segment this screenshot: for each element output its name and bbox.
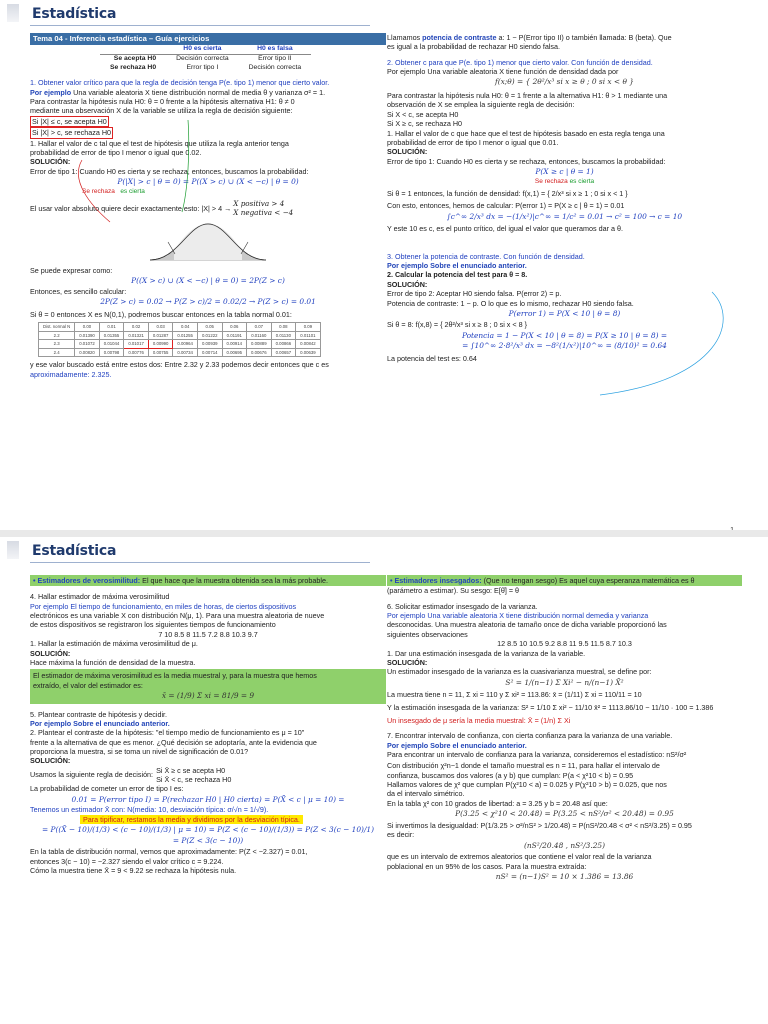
chi-square-equation: P(3.25 < χ²10 < 20.48) = P(3.25 < nS²/σ² < 20.48) = 0.95 xyxy=(455,809,674,819)
normal-table-cell: 0.00695 xyxy=(222,348,247,357)
normal-table-cell: 0.01222 xyxy=(197,331,222,340)
rule-reject: Si X̄ < c, se rechaza H0 xyxy=(156,775,232,785)
normal-table-cell: 0.00889 xyxy=(247,340,272,349)
q1-example-label: Por ejemplo xyxy=(30,87,72,97)
q7-example: Por ejemplo Sobre el enunciado anterior. xyxy=(387,740,527,750)
integral-equation: ∫c^∞ 2/x³ dx = −(1/x²)|c^∞ = 1/c² = 0.01 → c² = 100 → c = 10 xyxy=(446,211,683,221)
abs-negative: X negativa < −4 xyxy=(233,208,294,218)
normal-table-cell: 0.00776 xyxy=(124,348,149,357)
abs-value-text: El usar valor absoluto quiere decir exactamente esto: |X| > 4 → xyxy=(30,203,232,213)
normal-table-head: 0.07 xyxy=(247,323,272,332)
normal-table-cell: 0.00657 xyxy=(271,348,296,357)
q1-heading: 1. Obtener valor crítico para que la regla de decisión tenga P(e. tipo 1) menor que cierto valor. xyxy=(30,78,330,88)
solution-label: SOLUCIÓN: xyxy=(387,279,428,289)
q4-example: Por ejemplo El tiempo de funcionamiento, en miles de horas, de ciertos dispositivos xyxy=(30,601,297,611)
q6-sub-1: 1. Dar una estimación insesgada de la varianza de la variable. xyxy=(387,648,586,658)
label-es-cierta: es cierta xyxy=(569,177,595,185)
table-row-head: Se acepta H0 xyxy=(100,54,166,63)
table-line-2: entonces 3(c − 10) = −2.327 siendo el valor crítico c = 9.224. xyxy=(30,856,224,866)
ns2-value: nS² = (n−1)S² = 10 × 1.386 = 13.86 xyxy=(495,871,634,881)
power-definition: Potencia de contraste: 1 − p. O lo que es lo mismo, rechazar H0 siendo falsa. xyxy=(387,298,634,308)
normal-table-cell: 0.00676 xyxy=(247,348,272,357)
left-column xyxy=(30,575,386,1020)
rule-reject: Si |X| > c, se rechaza H0 xyxy=(32,128,112,138)
solution-label: SOLUCIÓN: xyxy=(387,147,428,157)
sample-summary: La muestra tiene n = 11, Σ xi = 110 y Σ xi² = 113.86: x̄ = (1/11) Σ xi = 110/11 = 10 xyxy=(387,690,642,700)
equation-3: 2P(Z > c) = 0.02 → P(Z > c)/2 = 0.02/2 → P(Z > c) = 0.01 xyxy=(100,297,316,307)
table-cell: Decisión correcta xyxy=(166,54,239,63)
equation-r1: P(X ≥ c | θ = 1) xyxy=(535,166,594,176)
normal-table-cell: 0.00939 xyxy=(197,340,222,349)
q7-line-5: da el intervalo simétrico. xyxy=(387,789,465,799)
q4-example-3: de estos dispositivos se registraron los siguientes tiempos de funcionamiento xyxy=(30,620,276,630)
q7-line-2: Con distribución χ²n−1 donde el tamaño muestral es n = 11, para hallar el intervalo de xyxy=(387,761,660,771)
power-equation: Potencia = 1 − P(X < 10 | θ = 8) = P(X ≥ 10 | θ = 8) = xyxy=(461,330,668,340)
rule-accept: Si |X| ≤ c, se acepta H0 xyxy=(32,116,107,126)
header-rule xyxy=(30,562,370,563)
brand-title: Estadística xyxy=(32,6,117,22)
table-row-head: Se rechaza H0 xyxy=(110,63,157,71)
result-line: Y este 10 es c, es el punto crítico, del igual el valor que queramos dar a θ. xyxy=(387,224,623,234)
sample-mean-equation: x̄ = (1/9) Σ xi = 81/9 = 9 xyxy=(161,690,255,700)
normal-table-cell: 0.00714 xyxy=(197,348,222,357)
q1-sub-1: 1. Hallar el valor de c tal que el test de hipótesis que utiliza la regla anterior tenga xyxy=(30,138,289,148)
conclusion-line-2: poblacional en un 95% de los casos. Para la muestra extraída: xyxy=(387,861,587,871)
q2-sub-1b: probabilidad de error de tipo I menor o igual que 0.01. xyxy=(387,137,559,147)
normal-table-cell: 0.00820 xyxy=(75,348,100,357)
normal-table-cell: 0.01255 xyxy=(173,331,198,340)
q7-line-1: Para encontrar un intervalo de confianza para la varianza, consideremos el estadístico: nS²/σ² xyxy=(387,750,687,760)
power-intro-a: Llamamos xyxy=(387,33,423,42)
normal-table-cell: 0.01130 xyxy=(271,331,296,340)
q2-rule-2: Si X ≥ c, se rechaza H0 xyxy=(387,119,463,129)
q5-sub-2: 2. Plantear el contraste de la hipótesis: "el tiempo medio de funcionamiento es μ = 10" xyxy=(30,728,305,738)
normal-table-cell: 2.3 xyxy=(39,340,75,349)
normal-table-cell: 0.00798 xyxy=(99,348,124,357)
normal-table-head: 0.01 xyxy=(99,323,124,332)
q6-example-2: desconocidas. Una muestra aleatoria de tamaño once de dicha variable proporcionó las xyxy=(387,620,667,630)
q4-example-2: electrónicos es una variable X con distribución N(μ, 1). Para una muestra aleatoria de nueve xyxy=(30,611,325,621)
q7-line-6: En la tabla χ² con 10 grados de libertad: a = 3.25 y b = 20.48 así que: xyxy=(387,798,608,808)
mle-title: • Estimadores de verosimilitud: xyxy=(33,576,141,585)
conclusion-line: Cómo la muestra tiene X̄ = 9 < 9.22 se rechaza la hipótesis nula. xyxy=(30,866,237,876)
unbiased-mean: Un insesgado de μ sería la media muestral: X̄ = (1/n) Σ Xi xyxy=(387,715,571,725)
normal-table-cell: 0.00990 xyxy=(148,340,173,349)
green-arrow xyxy=(182,120,189,212)
table-cell: Decisión correcta xyxy=(248,63,302,71)
rule-accept: Si X̄ ≥ c se acepta H0 xyxy=(156,765,226,775)
normal-table-head: 0.05 xyxy=(197,323,222,332)
mle-explanation: Hace máxima la función de densidad de la muestra. xyxy=(30,657,196,667)
brand-title: Estadística xyxy=(32,543,117,559)
sample-values: 12 8.5 10 10.5 9.2 8.8 11 9.5 11.5 8.7 10.3 xyxy=(497,639,632,649)
equation-1: P(|X| > c | θ = 0) = P((X > c) ∪ (X < −c) | θ = 0) xyxy=(117,176,299,186)
normal-table-head: 0.00 xyxy=(75,323,100,332)
logo-icon xyxy=(7,541,19,559)
normal-table-cell: 0.01321 xyxy=(124,331,149,340)
error-type-1-line: Error de tipo 1: Cuando H0 es cierta y se rechaza, entonces, buscamos la probabilidad: xyxy=(387,156,666,166)
approx-line: aproximadamente: 2.325. xyxy=(30,369,112,379)
mle-result-box xyxy=(30,669,386,703)
q5-example: Por ejemplo Sobre el enunciado anterior. xyxy=(30,718,170,728)
normal-table-cell: 0.01287 xyxy=(148,331,173,340)
between-line: y ese valor buscado está entre estos dos: Entre 2.32 y 2.33 podemos decir entonces que c es xyxy=(30,360,329,370)
normal-table-cell: 0.01072 xyxy=(75,340,100,349)
normal-table-cell: 0.00914 xyxy=(222,340,247,349)
density-function: f(x;θ) = { 2θ²/x³ si x ≥ θ ; 0 si x < θ } xyxy=(495,77,634,87)
equation-standardize-2: = P(Z < 3(c − 10)) xyxy=(172,835,244,845)
normal-table-cell: 0.01191 xyxy=(222,331,247,340)
normal-table-cell: 0.00964 xyxy=(173,340,198,349)
q7-heading: 7. Encontrar intervalo de confianza, con cierta confianza para la varianza de una variable. xyxy=(387,731,673,741)
density-theta-1: Si θ = 1 entonces, la función de densidad: f(x,1) = { 2/x³ si x ≥ 1 ; 0 si x < 1 } xyxy=(387,189,628,198)
normal-table-cell: 0.01390 xyxy=(75,331,100,340)
equation-2: P((X > c) ∪ (X < −c) | θ = 0) = 2P(Z > c) xyxy=(131,276,285,286)
sample-values: 7 10 8.5 8 11.5 7.2 8.8 10.3 9.7 xyxy=(158,629,258,639)
table-cell: Error tipo I xyxy=(186,63,219,71)
normal-table-cell: 0.01160 xyxy=(247,331,272,340)
normal-table-cell: 0.00866 xyxy=(271,340,296,349)
q1-sub-1b: probabilidad de error de tipo I menor o igual que 0.02. xyxy=(30,147,202,157)
section-title-bar: Tema 04 - Inferencia estadística – Guía ejercicios xyxy=(30,33,386,45)
quasi-variance-formula: S² = 1/(n−1) Σ Xi² − n/(n−1) X̄² xyxy=(505,677,624,687)
q7-line-3: confianza, buscamos dos valores (a y b) que cumplan: P(a < χ²10 < b) = 0.95 xyxy=(387,770,634,780)
page-header xyxy=(0,537,768,563)
power-term: potencia de contraste xyxy=(422,33,497,42)
calc-line: Entonces, es sencillo calcular: xyxy=(30,286,127,296)
right-column xyxy=(387,575,742,1020)
mle-result-1: El estimador de máxima verosimilitud es la media muestral y, para la muestra que hemos xyxy=(33,671,317,681)
blue-arrow xyxy=(600,292,723,395)
q2-sub-1: 1. Hallar el valor de c que hace que el test de hipótesis basado en esta regla tenga una xyxy=(387,128,665,138)
q5-heading: 5. Plantear contraste de hipótesis y decidir. xyxy=(30,709,168,719)
normal-table-head: 0.02 xyxy=(124,323,149,332)
normal-table-cell: 0.00734 xyxy=(173,348,198,357)
solution-label: SOLUCIÓN: xyxy=(30,756,71,766)
equation-alpha: 0.01 = P(error tipo I) = P(rechazar H0 | H0 cierta) = P(X̄ < c | μ = 10) = xyxy=(71,794,345,804)
q1-line-3: mediante una observación X de la variable se utiliza la regla de decisión siguiente: xyxy=(30,106,293,116)
q1-line-2: Para contrastar la hipótesis nula H0: θ = 0 frente a la hipótesis alternativa H1: θ ≠ 0 xyxy=(30,97,295,107)
q3-sub-2: 2. Calcular la potencia del test para θ = 8. xyxy=(387,270,528,280)
q6-heading: 6. Solicitar estimador insesgado de la varianza. xyxy=(387,601,538,611)
normal-table-cell: 0.01101 xyxy=(296,331,321,340)
q1-example-text: Una variable aleatoria X tiene distribución normal de media θ y varianza σ² = 1. xyxy=(71,87,326,97)
mle-result-2: extraído, el valor del estimador es: xyxy=(33,680,143,690)
table-head-cell: H0 es falsa xyxy=(257,44,293,52)
variance-estimate: Y la estimación insesgada de la varianza: S² = 1/10 Σ xi² − 11/10 x̄² = 1113.86/10 − 11/10 · 100 = 1.386 xyxy=(387,702,714,712)
equation-p-error: P(error 1) = P(X < 10 | θ = 8) xyxy=(508,308,621,318)
error-type-1-line: Error de tipo 1: Cuando H0 es cierta y se rechaza, entonces, buscamos la probabilidad: xyxy=(30,166,309,176)
q4-sub-1: 1. Hallar la estimación de máxima verosimilitud de μ. xyxy=(30,639,198,649)
solution-label: SOLUCIÓN: xyxy=(30,648,71,658)
label-es-cierta: es cierta xyxy=(120,187,145,195)
normal-table-cell: 2.4 xyxy=(39,348,75,357)
power-intro-2: es igual a la probabilidad de rechazar H0 siendo falsa. xyxy=(387,42,561,52)
q2-heading: 2. Obtener c para que P(e. tipo 1) menor que cierto valor. Con función de densidad. xyxy=(387,57,653,67)
table-line: En la tabla de distribución normal, vemos que aproximadamente: P(Z < −2.327) = 0.01, xyxy=(30,847,308,857)
normal-table-cell: 0.01044 xyxy=(99,340,124,349)
normal-table-head: 0.06 xyxy=(222,323,247,332)
q2-line-2: observación de X se emplea la siguiente regla de decisión: xyxy=(387,100,575,110)
normal-table-cell: 0.01355 xyxy=(99,331,124,340)
confidence-interval: (nS²/20.48 , nS²/3.25) xyxy=(524,840,605,850)
normal-table-cell: 2.2 xyxy=(39,331,75,340)
rule-label: Usamos la siguiente regla de decisión: xyxy=(30,770,154,780)
label-se-rechaza: Se rechaza xyxy=(534,177,568,185)
solution-label: SOLUCIÓN: xyxy=(387,657,428,667)
q4-heading: 4. Hallar estimador de máxima verosimilitud xyxy=(30,592,170,602)
normal-table-head: 0.03 xyxy=(148,323,173,332)
density-theta-8: Si θ = 8: f(x,8) = { 2θ²/x³ si x ≥ 8 ; 0 si x < 8 } xyxy=(387,320,527,330)
label-se-rechaza: Se rechaza xyxy=(82,187,115,195)
normal-table-head: Dist. normal N xyxy=(39,323,75,332)
q6-example-3: siguientes observaciones xyxy=(387,629,468,639)
q5-sub-2b: frente a la alternativa de que es menor. ¿Qué decisión se adoptaría, ante la evidencia que xyxy=(30,737,317,747)
power-intro-c: a: 1 − P(Error tipo II) o también llamada: B (beta). Que xyxy=(496,33,672,42)
red-arrow xyxy=(78,160,110,222)
q2-example: Por ejemplo Una variable aleatoria X tiene función de densidad dada por xyxy=(387,67,619,77)
normal-table-head: 0.08 xyxy=(271,323,296,332)
equation-standardize: = P((X̄ − 10)/(1/3) < (c − 10)/(1/3) | μ = 10) = P(Z < (c − 10)/(1/3)) = P(Z < 3(c − 10)/1) xyxy=(41,825,375,835)
q5-sub-2c: proporciona la muestra, si se toma un nivel de significación de 0.01? xyxy=(30,747,249,757)
abs-positive: X positiva > 4 xyxy=(233,199,285,208)
con-esto-line: Con esto, entonces, hemos de calcular: P(error 1) = P(X ≥ c | θ = 1) = 0.01 xyxy=(387,201,625,211)
conclusion-line: que es un intervalo de extremos aleatorios que contiene el valor real de la varianza xyxy=(387,852,652,862)
express-line: Se puede expresar como: xyxy=(30,265,113,275)
table-head-cell: H0 es cierta xyxy=(183,44,222,52)
q7-line-4: Hallamos valores de χ² que cumplan P(χ²10 < a) = 0.025 y P(χ²10 > b) = 0.025, que nos xyxy=(387,780,667,790)
solution-label: SOLUCIÓN: xyxy=(30,157,71,167)
q6-example: Por ejemplo Una variable aleatoria X tiene distribución normal demedia y varianza xyxy=(387,611,649,621)
q2-line-1: Para contrastar la hipótesis nula H0: θ = 1 frente a la alternativa H1: θ > 1 mediante una xyxy=(387,91,668,101)
probability-line: La probabilidad de cometer un error de tipo I es: xyxy=(30,784,184,794)
power-equation-2: = ∫10^∞ 2·8²/x³ dx = −8²(1/x²)|10^∞ = (8/10)² = 0.64 xyxy=(462,341,667,351)
normal-table-cell: 0.00755 xyxy=(148,348,173,357)
error-type-2-line: Error de tipo 2: Aceptar H0 siendo falsa. P(error 2) = p. xyxy=(387,289,562,299)
unbiased-description: (Que no tengan sesgo) Es aquel cuya esperanza matemática es θ xyxy=(481,576,695,585)
q3-example: Por ejemplo Sobre el enunciado anterior. xyxy=(387,261,527,271)
normal-table-cell: 0.00639 xyxy=(296,348,321,357)
tipificar-note: Para tipificar, restamos la media y dividimos por la desviación típica. xyxy=(80,815,303,824)
unbiased-title: • Estimadores insesgados: xyxy=(390,576,482,585)
es-decir: es decir: xyxy=(387,830,415,840)
document-page-2 xyxy=(0,537,768,1024)
table-cell: Error tipo II xyxy=(239,54,312,63)
power-final: La potencia del test es: 0.64 xyxy=(387,354,477,364)
q2-rule-1: Si X < c, se acepta H0 xyxy=(387,109,459,119)
normal-table-head: 0.04 xyxy=(173,323,198,332)
estimator-line: Tenemos un estimador X̄ con: N(media: 10, desviación típica: σ/√n = 1/√9). xyxy=(30,805,269,815)
invert-inequality: Si invertimos la desigualdad: P(1/3.25 > σ²/nS² > 1/20.48) = P(nS²/20.48 < σ² < nS²/3.25) = 0.95 xyxy=(387,820,692,830)
unbiased-description-2: (parámetro a estimar). Su sesgo: E[θ̂] = θ xyxy=(387,586,520,596)
q3-heading: 3. Obtener la potencia de contraste. Con función de densidad. xyxy=(387,251,585,261)
normal-table-cell: 0.01017 xyxy=(124,340,149,349)
normal-table-cell: 0.00842 xyxy=(296,340,321,349)
quasi-variance-line: Un estimador insesgado de la varianza es la cuasivarianza muestral, se define por: xyxy=(387,667,652,677)
normal-table-line: Si θ = 0 entonces X es N(0,1), podremos buscar entonces en la tabla normal 0.01: xyxy=(30,309,292,319)
normal-table-head: 0.09 xyxy=(296,323,321,332)
mle-description: El que hace que la muestra obtenida sea la más probable. xyxy=(140,576,328,585)
